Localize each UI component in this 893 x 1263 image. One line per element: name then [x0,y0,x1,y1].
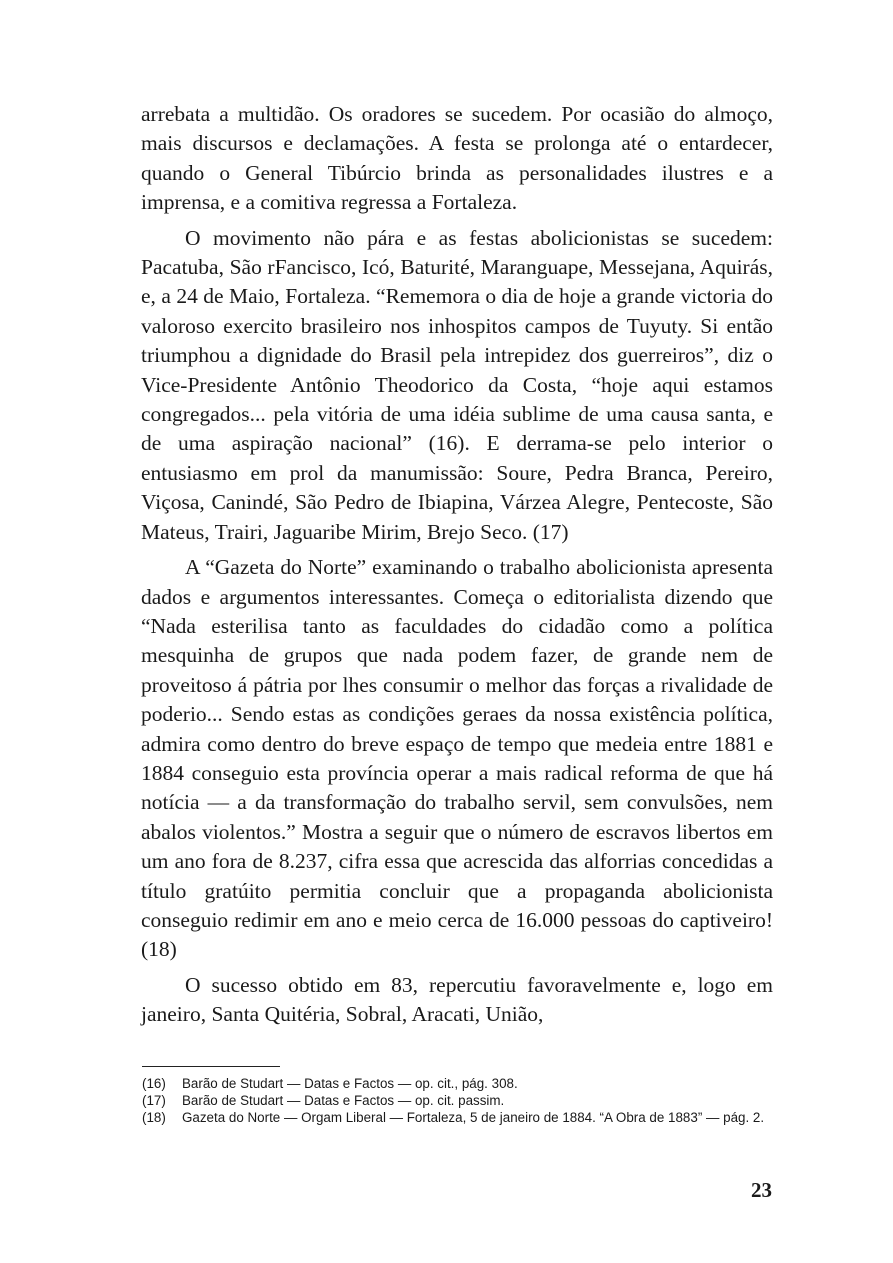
footnote-text: Gazeta do Norte — Orgam Liberal — Fortaleza, 5 de janeiro de 1884. “A Obra de 1883” — pág. 2. [182,1109,765,1125]
footnote-number: (16) [142,1076,166,1091]
footnotes [142,1076,772,1126]
footnote-separator [142,1066,280,1067]
footnote-16 [142,1076,772,1093]
footnote-17 [142,1093,772,1110]
paragraph-2: O movimento não pára e as festas abolicionistas se sucedem: Pacatuba, São rFancisco, Icó, Baturité, Maranguape, Messejana, Aquirás, e, a 24 de Maio, Fortaleza. “Rememora o dia de hoje a grande victoria do valoroso exercito brasileiro nos inhospitos campos de Tuyuty. Si então triumphou a dignidade do Brasil pela intrepidez dos guerreiros”, diz o Vice-Presidente Antônio Theodorico da Costa, “hoje aqui estamos congregados... pela vitória de uma idéia sublime de uma causa santa, e de uma aspiração nacional” (16). E derrama-se pelo interior o entusiasmo em prol da manumissão: Soure, Pedra Branca, Pereiro, Viçosa, Canindé, São Pedro de Ibiapina, Várzea Alegre, Pentecoste, São Mateus, Trairi, Jaguaribe Mirim, Brejo Seco. (17) [141,225,773,544]
footnote-text: Barão de Studart — Datas e Factos — op. cit., pág. 308. [182,1076,518,1091]
page-number: 23 [751,1178,772,1202]
paragraph-4: O sucesso obtido em 83, repercutiu favoravelmente e, logo em janeiro, Santa Quitéria, Sobral, Aracati, União, [141,972,773,1027]
footnote-18 [142,1110,772,1127]
footnote-number: (18) [142,1109,166,1125]
paragraph-1: arrebata a multidão. Os oradores se sucedem. Por ocasião do almoço, mais discursos e declamações. A festa se prolonga até o entardecer, quando o General Tibúrcio brinda as personalidades ilustres e a imprensa, e a comitiva regressa a Fortaleza. [141,102,773,215]
body-text [141,100,773,1036]
footnote-text: Barão de Studart — Datas e Factos — op. cit. passim. [182,1092,505,1108]
footnote-number: (17) [142,1092,166,1108]
paragraph-3: A “Gazeta do Norte” examinando o trabalho abolicionista apresenta dados e argumentos interessantes. Começa o editorialista dizendo que “Nada esterilisa tanto as faculdades do cidadão como a política mesquinha de grupos que nada podem fazer, de grande nem de proveitoso á pátria por lhes consumir o melhor das forças a rivalidade de poderio... Sendo estas as condições geraes da nossa existência política, admira como dentro do breve espaço de tempo que medeia entre 1881 e 1884 conseguio esta província operar a mais radical reforma de que há notícia — a da transformação do trabalho servil, sem convulsões, nem abalos violentos.” Mostra a seguir que o número de escravos libertos em um ano fora de 8.237, cifra essa que acrescida das alforrias concedidas a título gratúito permitia concluir que a propaganda abolicionista conseguio redimir em ano e meio cerca de 16.000 pessoas do captiveiro! (18) [141,555,773,962]
